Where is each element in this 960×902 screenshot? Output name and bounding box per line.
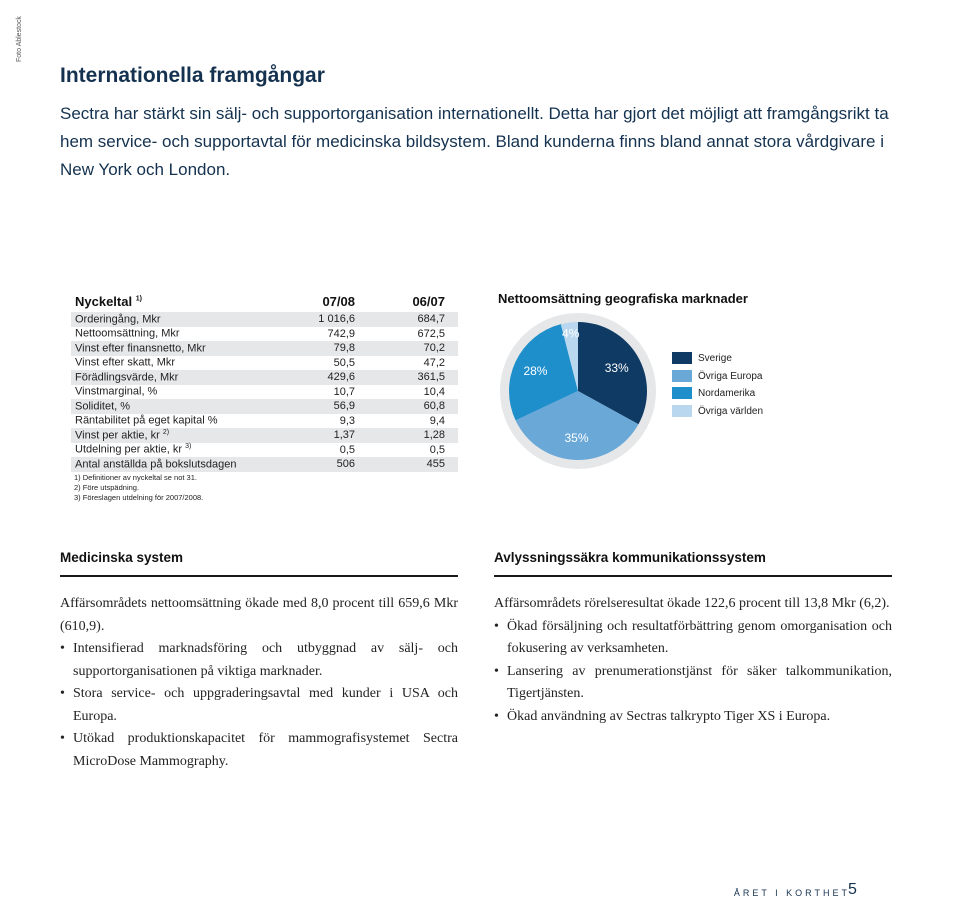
kpi-row: [71, 443, 458, 458]
kpi-row: [71, 312, 458, 327]
footnote: 3) Föreslagen utdelning för 2007/2008.: [74, 493, 204, 502]
kpi-value-0708: 742,9: [327, 327, 355, 340]
page-number: 5: [848, 881, 857, 898]
kpi-value-0708: 10,7: [333, 385, 355, 398]
legend-label: Övriga världen: [698, 405, 764, 417]
kpi-value-0708: 79,8: [333, 342, 355, 355]
legend-item: [672, 370, 762, 382]
kpi-label: Räntabilitet på eget kapital %: [75, 415, 218, 428]
kpi-header-row: [71, 290, 458, 312]
kpi-value-0607: 672,5: [417, 327, 445, 340]
kpi-row: [71, 327, 458, 342]
bullet-list: [60, 638, 458, 773]
section-title-medicinska: Medicinska system: [60, 550, 184, 565]
footer-label: ÅRET I KORTHET: [733, 888, 850, 898]
kpi-value-0607: 60,8: [423, 400, 445, 413]
kpi-value-0607: 47,2: [423, 356, 445, 369]
kpi-value-0607: 684,7: [417, 313, 445, 326]
bullet-item: • Lansering av prenumerationstjänst för säker talkommunikation, Tigertjänsten.: [494, 661, 892, 706]
bullet-item: • Ökad försäljning och resultatförbättring genom omorganisation och fokusering av verksamheten.: [494, 616, 892, 661]
legend-swatch: [672, 352, 692, 364]
kpi-label: Vinstmarginal, %: [75, 386, 158, 399]
kpi-value-0607: 361,5: [417, 371, 445, 384]
kpi-row: [71, 341, 458, 356]
kpi-label: Vinst efter skatt, Mkr: [75, 357, 176, 370]
pie-slice-label: 35%: [564, 430, 589, 445]
kpi-value-0607: 70,2: [423, 342, 445, 355]
kpi-label: Nettoomsättning, Mkr: [75, 328, 180, 341]
kpi-header-label: Nyckeltal $^{1)}$: [75, 293, 142, 309]
kpi-header-col1: 07/08: [322, 293, 355, 309]
bullet-list: [494, 616, 892, 729]
kpi-value-0708: 50,5: [333, 356, 355, 369]
kpi-value-0708: 1,37: [333, 429, 355, 442]
pie-chart: [498, 312, 658, 472]
kpi-label: Utdelning per aktie, kr $^{3)}$: [75, 443, 192, 457]
kpi-value-0708: 429,6: [327, 371, 355, 384]
kpi-rows: [71, 312, 458, 472]
kpi-header-col2: 06/07: [412, 293, 445, 309]
bullet-item: • Ökad användning av Sectras talkrypto Tiger XS i Europa.: [494, 706, 892, 729]
kpi-value-0708: 9,3: [339, 414, 355, 427]
kpi-label: Antal anställda på bokslutsdagen: [75, 458, 237, 471]
kpi-label: Vinst per aktie, kr $^{2)}$: [75, 428, 170, 442]
page-title: Internationella framgångar: [60, 64, 325, 87]
pie-slice-label: 28%: [523, 363, 548, 378]
section-divider: [494, 575, 892, 577]
kpi-table: [71, 290, 458, 472]
legend-swatch: [672, 387, 692, 399]
section-body-left: [60, 593, 458, 773]
kpi-value-0607: 1,28: [423, 429, 445, 442]
legend-label: Övriga Europa: [698, 370, 763, 382]
kpi-label: Vinst efter finansnetto, Mkr: [75, 342, 206, 355]
kpi-row: [71, 370, 458, 385]
legend-item: [672, 387, 755, 399]
legend-swatch: [672, 370, 692, 382]
kpi-value-0607: 10,4: [423, 385, 445, 398]
legend-label: Nordamerika: [698, 387, 756, 399]
section-intro: Affärsområdets nettoomsättning ökade med 8,0 procent till 659,6 Mkr (610,9).: [60, 596, 458, 634]
legend-item: [672, 352, 732, 364]
footnote: 1) Definitioner av nyckeltal se not 31.: [74, 473, 197, 482]
pie-slice-label: 4%: [562, 326, 580, 341]
section-body-right: [494, 593, 892, 728]
section-divider: [60, 575, 458, 577]
kpi-value-0708: 1 016,6: [318, 313, 355, 326]
kpi-row: [71, 356, 458, 371]
kpi-value-0708: 506: [336, 458, 355, 471]
footnote: 2) Före utspädning.: [74, 483, 140, 492]
kpi-row: [71, 385, 458, 400]
chart-title: Nettoomsättning geografiska marknader: [498, 291, 748, 306]
bullet-item: • Intensifierad marknadsföring och utbyggnad av sälj- och supportorganisationen på viktiga marknader.: [60, 638, 458, 683]
kpi-value-0708: 56,9: [333, 400, 355, 413]
kpi-footnotes: [74, 473, 203, 503]
legend-swatch: [672, 405, 692, 417]
intro-paragraph: Sectra har stärkt sin sälj- och supportorganisation internationellt. Detta har gjort det möjligt att framgångsrikt ta hem service- och supportavtal för medicinska bildsystem. Bland kunderna finns bland annat stora vårdgivare i New York och London.: [60, 104, 889, 179]
pie-slice-label: 33%: [604, 361, 629, 376]
photo-credit: Foto Ablestock: [16, 16, 23, 62]
bullet-item: • Utökad produktionskapacitet för mammografisystemet Sectra MicroDose Mammography.: [60, 728, 458, 773]
section-intro: Affärsområdets rörelseresultat ökade 122,6 procent till 13,8 Mkr (6,2).: [494, 596, 890, 611]
kpi-value-0607: 455: [426, 458, 445, 471]
kpi-row: [71, 414, 458, 429]
kpi-label: Soliditet, %: [75, 400, 131, 413]
legend-item: [672, 405, 763, 417]
kpi-row: [71, 399, 458, 414]
section-title-avlyssning: Avlyssningssäkra kommunikationssystem: [494, 550, 766, 565]
kpi-row: [71, 428, 458, 443]
kpi-label: Förädlingsvärde, Mkr: [75, 371, 179, 384]
kpi-label: Orderingång, Mkr: [75, 313, 161, 326]
kpi-row: [71, 457, 458, 472]
kpi-value-0708: 0,5: [339, 443, 355, 456]
kpi-value-0607: 9,4: [429, 414, 445, 427]
kpi-value-0607: 0,5: [429, 443, 445, 456]
legend-label: Sverige: [698, 352, 732, 364]
bullet-item: • Stora service- och uppgraderingsavtal med kunder i USA och Europa.: [60, 683, 458, 728]
